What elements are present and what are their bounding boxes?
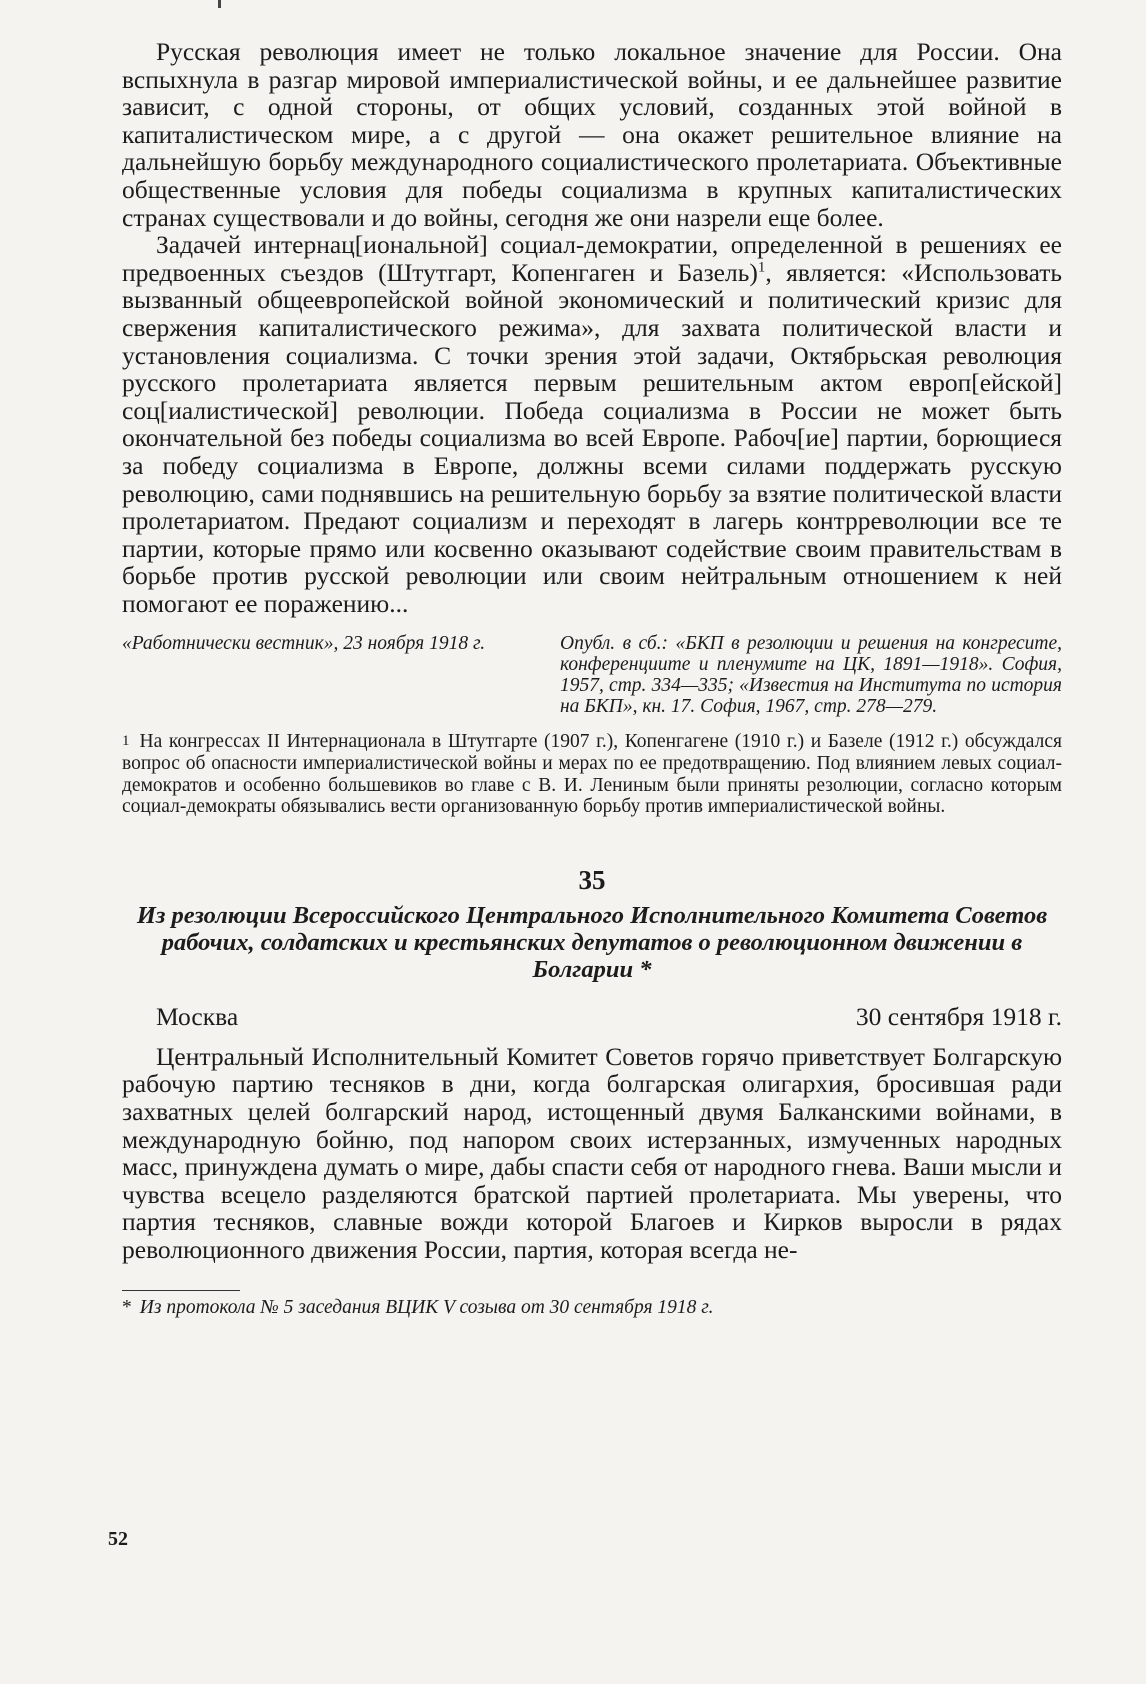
dateline-date: 30 сентября 1918 г. (855, 1001, 1062, 1031)
source-newspaper: «Работнически вестник», 23 ноября 1918 г. (122, 633, 486, 655)
document-number: 35 (578, 864, 606, 895)
document-title: Из резолюции Всероссийского Центрального Исполнительного Комитета Советов рабочих, солдатских и крестьянских депутатов о революционном движении в Болгарии * (136, 901, 1048, 983)
page-number: 52 (108, 1528, 128, 1550)
source-citation (122, 633, 1062, 717)
paragraph-2: Задачей интернац[иональной] социал-демократии, определенной в решениях ее предвоенных съездов (Штутгарт, Копенгаген и Базель)$^1$, является: «Использовать вызванный общеевропейской войной экономический и политический кризис для свержения капиталистического режима», для захвата политической власти и установления социализма. С точки зрения этой задачи, Октябрьская революция русского пролетариата является первым решительным актом европ[ейской] соц[иалистической] революции. Победа социализма в России не может быть окончательной без победы социализма во всей Европе. Рабоч[ие] партии, борющиеся за победу социализма в Европе, должны всеми силами поддержать русскую революцию, сами поднявшись на решительную борьбу за взятие политической власти пролетариатом. Предают социализм и переходят в лагерь контрреволюции все те партии, которые прямо или косвенно оказывают содействие своим правительствам в борьбе против русской революции или своим нейтральным отношением к ней помогают ее поражению... (122, 230, 1062, 618)
footnote-1-text: На конгрессах II Интернационала в Штутгарте (1907 г.), Копенгагене (1910 г.) и Базеле (1912 г.) обсуждался вопрос об опасности империалистической войны и мерах по ее предотвращению. Под влиянием левых социал-демократов и особенно большевиков во главе с В. И. Лениным были приняты резолюции, согласно которым социал-демократы обязывались вести организованную борьбу против империалистической войны. (122, 731, 1062, 818)
footnote-2-text: Из протокола № 5 заседания ВЦИК V созыва от 30 сентября 1918 г. (139, 1296, 714, 1318)
footnote-2-mark: * (122, 1296, 132, 1318)
paragraph-1: Русская революция имеет не только локальное значение для России. Она вспыхнула в разгар мировой империалистической войны, и ее дальнейшее развитие зависит, с одной стороны, от общих условий, созданных этой войной в капиталистическом мире, а с другой — она окажет решительное влияние на дальнейшую борьбу международного социалистического пролетариата. Объективные общественные условия для победы социализма в крупных капиталистических странах существовали и до войны, сегодня же они назрели еще более. (122, 37, 1062, 232)
footnote-2 (122, 1297, 1062, 1319)
dateline (122, 1003, 1062, 1031)
source-publication: Опубл. в сб.: «БКП в резолюции и решения на конгресите, конференциите и пленумите на ЦК, 1891—1918». София, 1957, стр. 334—335; «Известия на Института по история на БКП», кн. 17. София, 1967, стр. 278—279. (560, 633, 1062, 718)
footnote-1 (122, 731, 1062, 817)
document-page (122, 38, 1062, 1319)
paragraph-2-cont: является: «Использовать вызванный общеевропейской войной экономический и политический кризис для свержения капиталистического режима», для захвата политической власти и установления социализма. С точки зрения этой задачи, Октябрьская революция русского пролетариата является первым решительным актом европ[ейской] соц[иалистической] революции. Победа социализма в России не может быть окончательной без победы социализма во всей Европе. Рабоч[ие] партии, борющиеся за победу социализма в Европе, должны всеми силами поддержать русскую революцию, сами поднявшись на решительную борьбу за взятие политической власти пролетариатом. Предают социализм и переходят в лагерь контрреволюции все те партии, которые прямо или косвенно оказывают содействие своим правительствам в борьбе против русской революции или своим нейтральным отношением к ней помогают ее поражению... (122, 257, 1062, 618)
print-speck (218, 0, 221, 8)
resolution-text: Центральный Исполнительный Комитет Советов горячо приветствует Болгарскую рабочую партию тесняков в дни, когда болгарская олигархия, бросившая ради захватных целей болгарский народ, истощенный двумя Балканскими войнами, в международную бойню, под напором своих истерзанных, измученных народных масс, принуждена думать о мире, дабы спасти себя от народного гнева. Ваши мысли и чувства всецело разделяются братской партией пролетариата. Мы уверены, что партия тесняков, славные вожди которой Благоев и Кирков выросли в рядах революционного движения России, партия, которая всегда не- (122, 1041, 1062, 1264)
paragraph-2-text: Задачей интернац[иональной] социал-демократии, определенной в решениях ее предвоенных съездов (Штутгарт, Копенгаген и Базель) (122, 230, 1062, 287)
footnote-1-mark: 1 (122, 733, 130, 750)
footnote-divider (122, 1290, 240, 1291)
dateline-place: Москва (156, 1001, 239, 1031)
footnote-ref: 1 (757, 259, 766, 276)
